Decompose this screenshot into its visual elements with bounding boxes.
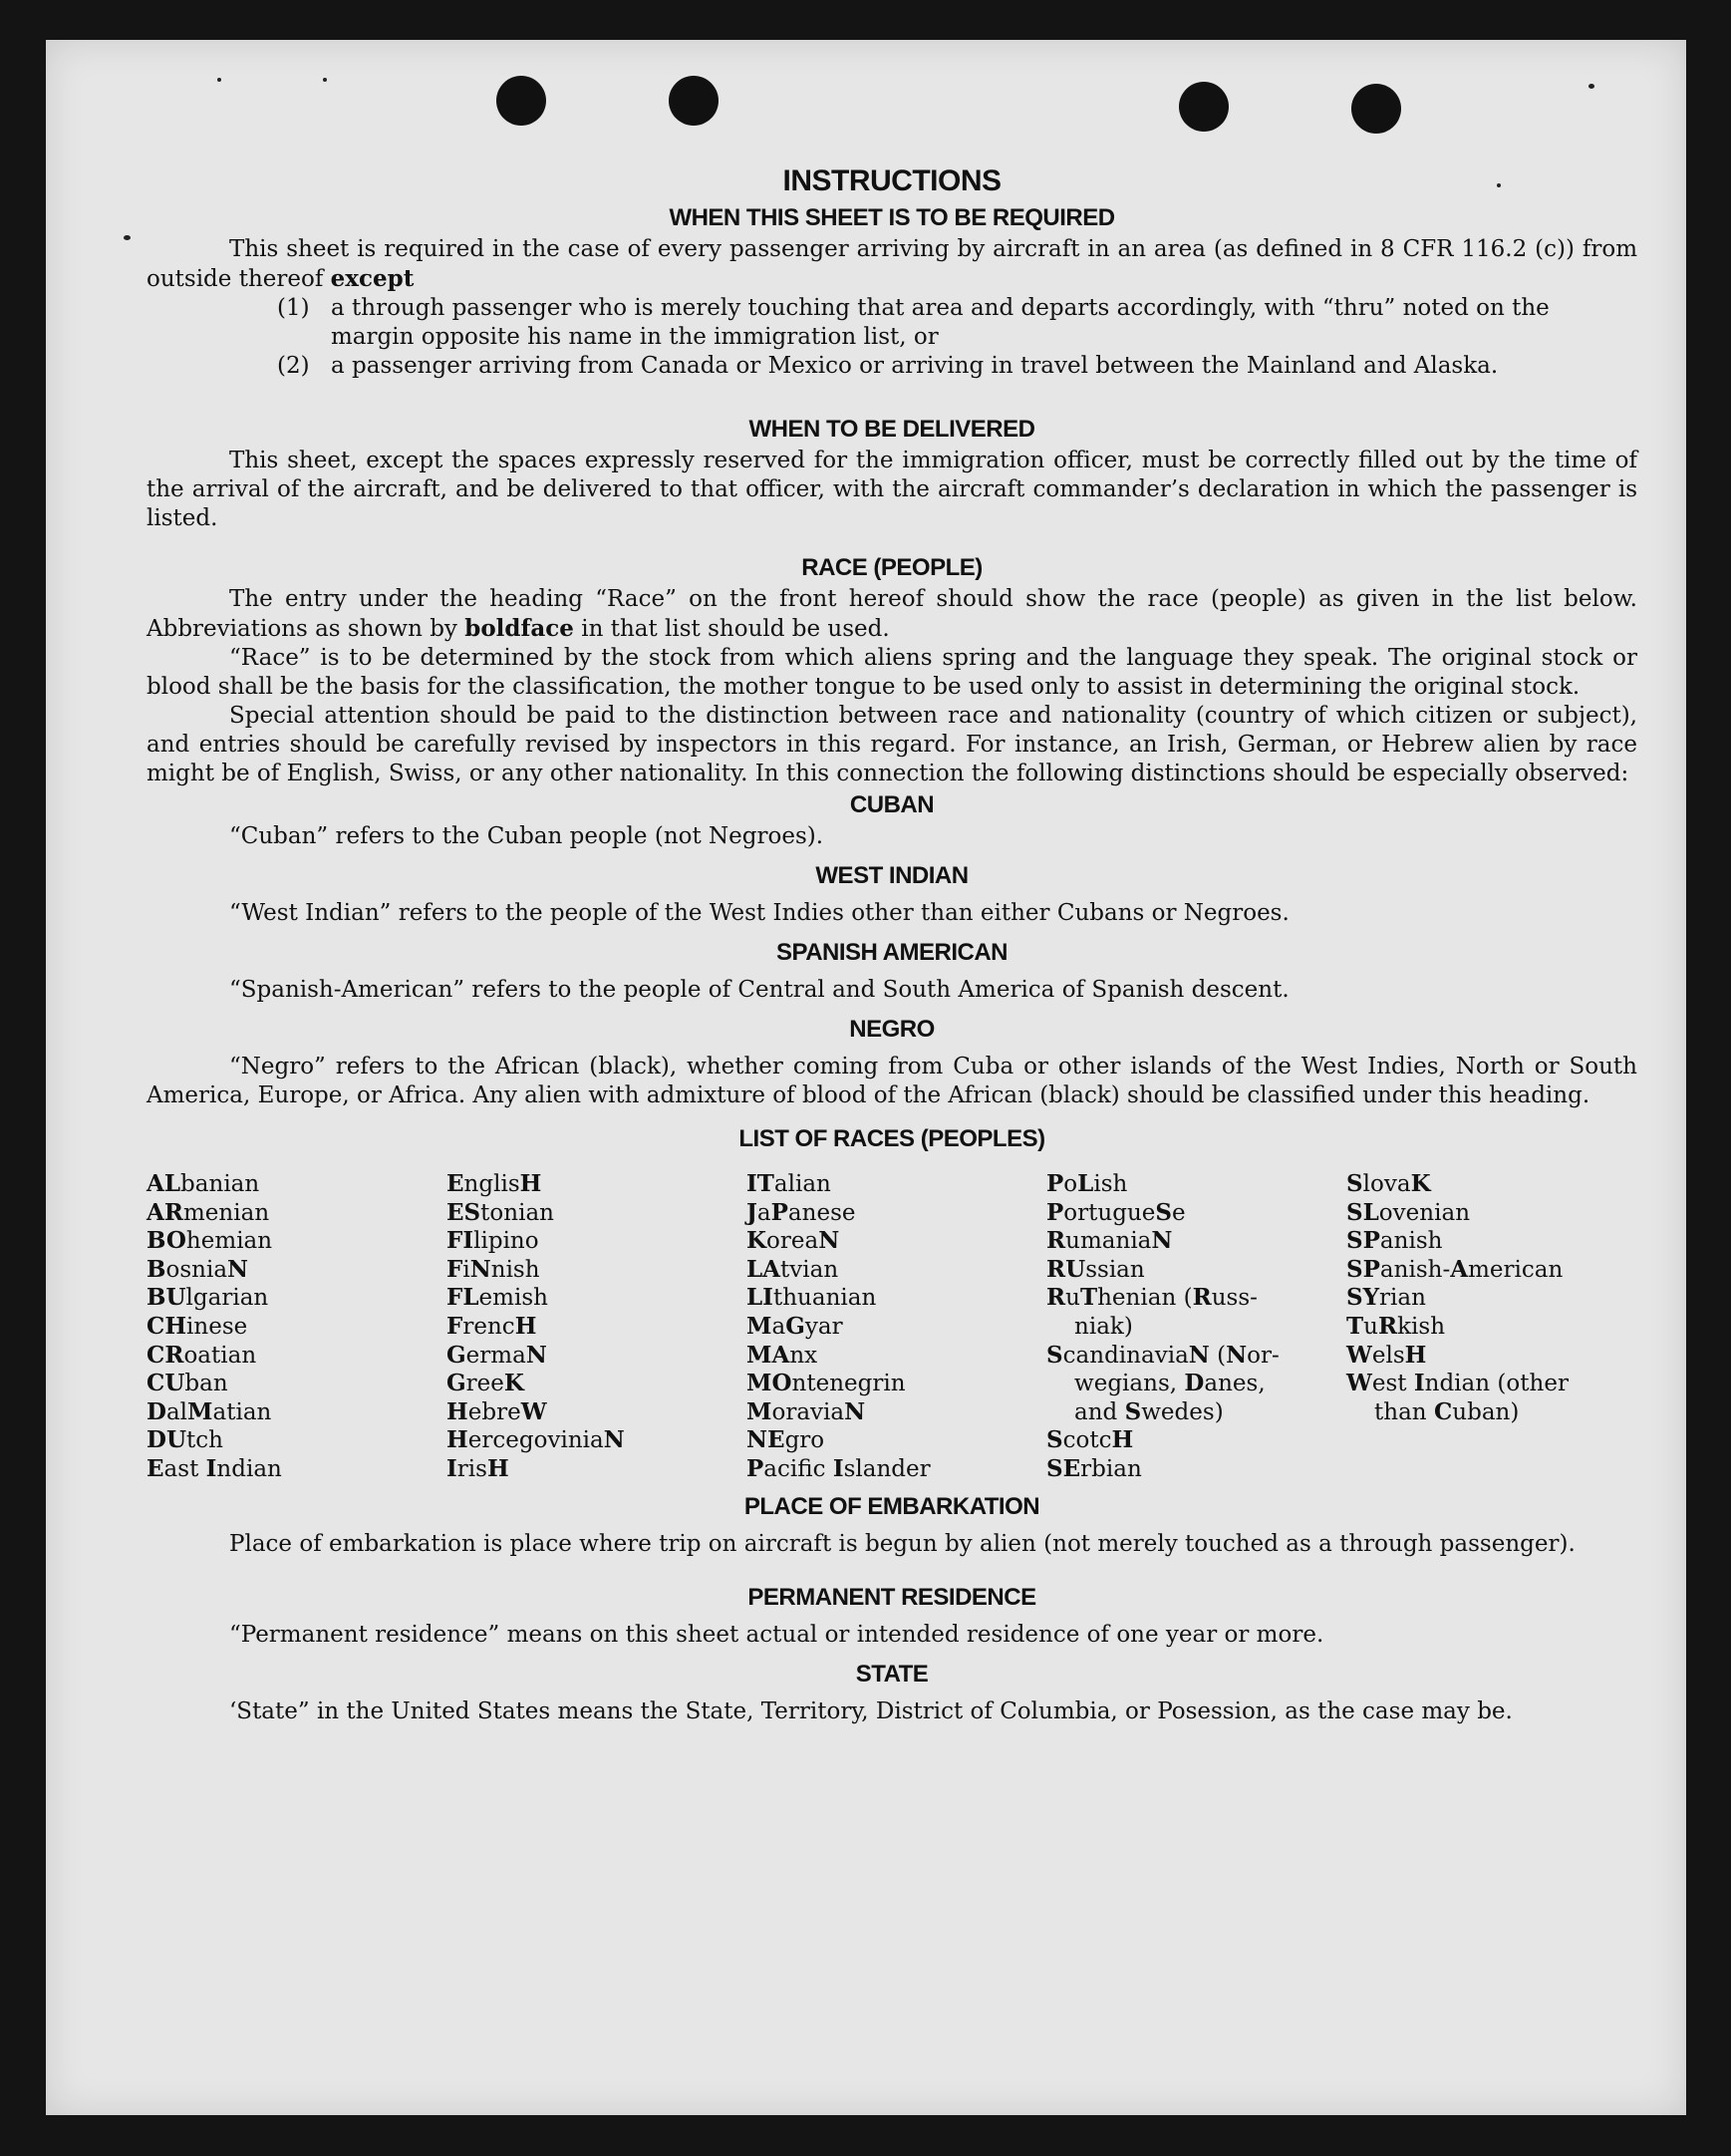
race-item — [446, 1199, 737, 1228]
race-item — [746, 1256, 1037, 1285]
heading-list-of-races: LIST OF RACES (PEOPLES) — [738, 1125, 1045, 1152]
paragraph-permanent-residence: “Permanent residence” means on this sheet actual or intended residence of one year or more. — [229, 1621, 1324, 1648]
race-item — [146, 1370, 437, 1398]
race-item-label: FrencH — [446, 1312, 537, 1340]
race-item — [446, 1370, 737, 1398]
race-item-label: FiNnish — [446, 1255, 540, 1283]
race-list — [146, 1170, 1637, 1484]
heading-when-delivered: WHEN TO BE DELIVERED — [748, 416, 1035, 443]
race-item — [1346, 1199, 1637, 1228]
list-item — [146, 294, 1637, 352]
race-item — [446, 1313, 737, 1342]
race-column — [1346, 1170, 1637, 1484]
required-intro-text: This sheet is required in the case of every passenger arriving by aircraft in an area (as defined in 8 CFR 116.2 (c)) from outside thereof — [146, 236, 1637, 292]
race-item-label: PortugueSe — [1046, 1198, 1186, 1226]
race-item — [446, 1426, 737, 1455]
heading-state: STATE — [855, 1660, 929, 1688]
race-column — [746, 1170, 1037, 1484]
race-item — [746, 1313, 1037, 1342]
race-item-label: SYrian — [1346, 1284, 1426, 1312]
race-item — [746, 1370, 1037, 1398]
race-item-continuation: than Cuban) — [1374, 1397, 1520, 1425]
race-item-label: RuThenian (Russ- — [1046, 1284, 1258, 1312]
race-item-continuation: wegians, Danes, — [1074, 1370, 1266, 1397]
race-item — [446, 1284, 737, 1313]
race-item-label: PoLish — [1046, 1170, 1128, 1197]
race-item-label: MoraviaN — [746, 1397, 866, 1425]
item-text: a passenger arriving from Canada or Mexico or arriving in travel between the Mainland and Alaska. — [331, 353, 1499, 379]
race-item-label: HebreW — [446, 1397, 547, 1425]
race-item — [1046, 1426, 1337, 1455]
race-item-label: BUlgarian — [146, 1284, 269, 1312]
race-p1-boldface: boldface — [464, 615, 574, 642]
heading-west-indian: WEST INDIAN — [815, 862, 969, 889]
race-item-label: SErbian — [1046, 1454, 1142, 1482]
race-item-label: BosniaN — [146, 1255, 249, 1283]
race-item-label: NEgro — [746, 1426, 825, 1454]
race-item-label: DalMatian — [146, 1397, 272, 1425]
race-item — [1046, 1342, 1337, 1427]
race-column — [446, 1170, 737, 1484]
race-item — [1346, 1170, 1637, 1199]
race-item — [1346, 1284, 1637, 1313]
race-item — [446, 1398, 737, 1427]
race-item — [1346, 1313, 1637, 1342]
paragraph-race-1 — [146, 585, 1637, 644]
heading-negro: NEGRO — [849, 1016, 935, 1043]
race-item-label: MAnx — [746, 1341, 818, 1369]
speck — [1588, 84, 1594, 89]
race-item-continuation: niak) — [1074, 1313, 1133, 1340]
race-item-label: FLemish — [446, 1284, 548, 1312]
instructions-content — [146, 157, 1637, 1726]
heading-permanent-residence: PERMANENT RESIDENCE — [747, 1583, 1036, 1611]
paragraph-embarkation: Place of embarkation is place where trip on aircraft is begun by alien (not merely touched as a through passenger). — [229, 1530, 1576, 1557]
race-item — [446, 1342, 737, 1371]
race-item-label: SLovenian — [1346, 1198, 1471, 1226]
race-item-label: Pacifc Islander — [746, 1454, 931, 1482]
race-item-label: JaPanese — [746, 1198, 856, 1226]
race-item-label: WelsH — [1346, 1341, 1427, 1369]
item-number: (2) — [277, 353, 310, 379]
race-item-label: ARmenian — [146, 1198, 270, 1226]
speck — [217, 78, 221, 82]
race-item — [446, 1256, 737, 1285]
race-item — [1346, 1256, 1637, 1285]
paragraph-cuban: “Cuban” refers to the Cuban people (not Negroes). — [229, 823, 824, 849]
race-item-label: GermaN — [446, 1341, 547, 1369]
race-item-label: ITalian — [746, 1170, 831, 1197]
race-item — [146, 1227, 437, 1256]
item-text: a through passenger who is merely touching that area and departs accordingly, with “thru” noted on the margin opposite his name in the immigration list, or — [331, 295, 1550, 350]
race-p1-text: The entry under the heading “Race” on the front hereof should show the race (people) as given in the list below. Abbreviations as shown by — [146, 586, 1637, 642]
race-item — [1046, 1199, 1337, 1228]
race-item — [446, 1455, 737, 1484]
race-item-label: FIlipino — [446, 1227, 539, 1255]
race-item-label: ScandinaviaN (Nor- — [1046, 1341, 1280, 1369]
race-item-label: CHinese — [146, 1312, 248, 1340]
race-p1-end: in that list should be used. — [573, 616, 890, 642]
race-item — [746, 1455, 1037, 1484]
document-sheet — [46, 40, 1686, 2115]
race-item — [1346, 1370, 1637, 1426]
race-item — [146, 1170, 437, 1199]
race-item-label: CUban — [146, 1370, 228, 1397]
punch-hole — [669, 76, 719, 126]
race-item-label: GreeK — [446, 1370, 524, 1397]
race-item-label: BOhemian — [146, 1227, 273, 1255]
race-item — [1346, 1342, 1637, 1371]
race-item — [746, 1170, 1037, 1199]
paragraph-spanish-american: “Spanish-American” refers to the people of Central and South America of Spanish descent. — [229, 977, 1290, 1003]
race-item — [446, 1227, 737, 1256]
race-item — [746, 1398, 1037, 1427]
heading-race: RACE (PEOPLE) — [801, 554, 983, 581]
race-item-label: EnglisH — [446, 1170, 542, 1197]
race-item — [1046, 1256, 1337, 1285]
race-item-label: MOntenegrin — [746, 1370, 906, 1397]
heading-embarkation: PLACE OF EMBARKATION — [743, 1492, 1040, 1520]
heading-cuban: CUBAN — [849, 791, 935, 818]
race-item-continuation: and Swedes) — [1074, 1397, 1224, 1425]
race-item — [1046, 1227, 1337, 1256]
race-item-label: DUtch — [146, 1426, 223, 1454]
page-title: INSTRUCTIONS — [782, 164, 1002, 197]
race-item-label: CRoatian — [146, 1341, 257, 1369]
paragraph-required-intro — [146, 235, 1637, 294]
race-item — [146, 1256, 437, 1285]
race-column — [1046, 1170, 1337, 1484]
race-item — [1046, 1170, 1337, 1199]
paragraph-negro: “Negro” refers to the African (black), whether coming from Cuba or other islands of the West Indies, North or South America, Europe, or Africa. Any alien with admixture of blood of the African (black) should be classified under this heading. — [146, 1054, 1637, 1108]
race-item — [1046, 1455, 1337, 1484]
speck — [124, 235, 131, 240]
race-item — [146, 1426, 437, 1455]
race-item — [146, 1455, 437, 1484]
race-item-label: HercegoviniaN — [446, 1426, 625, 1454]
paragraph-delivered: This sheet, except the spaces expressly reserved for the immigration officer, must be correctly filled out by the time of the arrival of the aircraft, and be delivered to that officer, with the aircraft commander’s declaration in which the passenger is listed. — [146, 448, 1637, 531]
race-item-label: RUssian — [1046, 1255, 1145, 1283]
race-item-label: SPanish-American — [1346, 1255, 1564, 1283]
race-item-label: SPanish — [1346, 1227, 1443, 1255]
race-item — [1046, 1284, 1337, 1341]
race-item-label: LIthuanian — [746, 1284, 877, 1312]
race-item — [146, 1284, 437, 1313]
race-item-label: KoreaN — [746, 1227, 840, 1255]
race-item — [746, 1342, 1037, 1371]
race-item-label: EStonian — [446, 1198, 554, 1226]
race-item — [146, 1313, 437, 1342]
race-item — [746, 1199, 1037, 1228]
race-item — [146, 1199, 437, 1228]
race-item-label: ALbanian — [146, 1170, 260, 1197]
race-item-label: TuRkish — [1346, 1312, 1446, 1340]
race-item-label: LAtvian — [746, 1255, 839, 1283]
list-item — [146, 352, 1637, 381]
heading-when-required: WHEN THIS SHEET IS TO BE REQUIRED — [669, 204, 1115, 231]
race-item-label: West Indian (other — [1346, 1370, 1569, 1397]
race-item-label: IrisH — [446, 1454, 509, 1482]
paragraph-race-3: Special attention should be paid to the distinction between race and nationality (country of which citizen or subject), and entries should be carefully revised by inspectors in this regard. For instance, an Irish, German, or Hebrew alien by race might be of English, Swiss, or any other nationality. In this connection the following distinctions should be especially observed: — [146, 703, 1637, 786]
paragraph-state: ‘State” in the United States means the State, Territory, District of Columbia, or Posession, as the case may be. — [229, 1697, 1513, 1724]
punch-hole — [496, 76, 546, 126]
race-item — [746, 1284, 1037, 1313]
punch-hole — [1179, 82, 1229, 132]
race-column — [146, 1170, 437, 1484]
race-item-label: SlovaK — [1346, 1170, 1431, 1197]
race-item — [746, 1227, 1037, 1256]
race-item-label: ScotcH — [1046, 1426, 1134, 1454]
paragraph-west-indian: “West Indian” refers to the people of the West Indies other than either Cubans or Negroes. — [229, 900, 1290, 926]
paragraph-race-2: “Race” is to be determined by the stock from which aliens spring and the language they speak. The original stock or blood shall be the basis for the classification, the mother tongue to be used only to assist in determining the original stock. — [146, 645, 1637, 700]
race-item-label: East Indian — [146, 1454, 282, 1482]
speck — [323, 78, 327, 82]
required-intro-except: except — [330, 265, 415, 292]
race-item-label: MaGyar — [746, 1312, 843, 1340]
heading-spanish-american: SPANISH AMERICAN — [775, 939, 1008, 966]
race-item-label: RumaniaN — [1046, 1227, 1173, 1255]
race-item — [146, 1398, 437, 1427]
race-item — [746, 1426, 1037, 1455]
race-item — [146, 1342, 437, 1371]
punch-hole — [1351, 84, 1401, 134]
race-item — [1346, 1227, 1637, 1256]
item-number: (1) — [277, 295, 310, 321]
race-item — [446, 1170, 737, 1199]
